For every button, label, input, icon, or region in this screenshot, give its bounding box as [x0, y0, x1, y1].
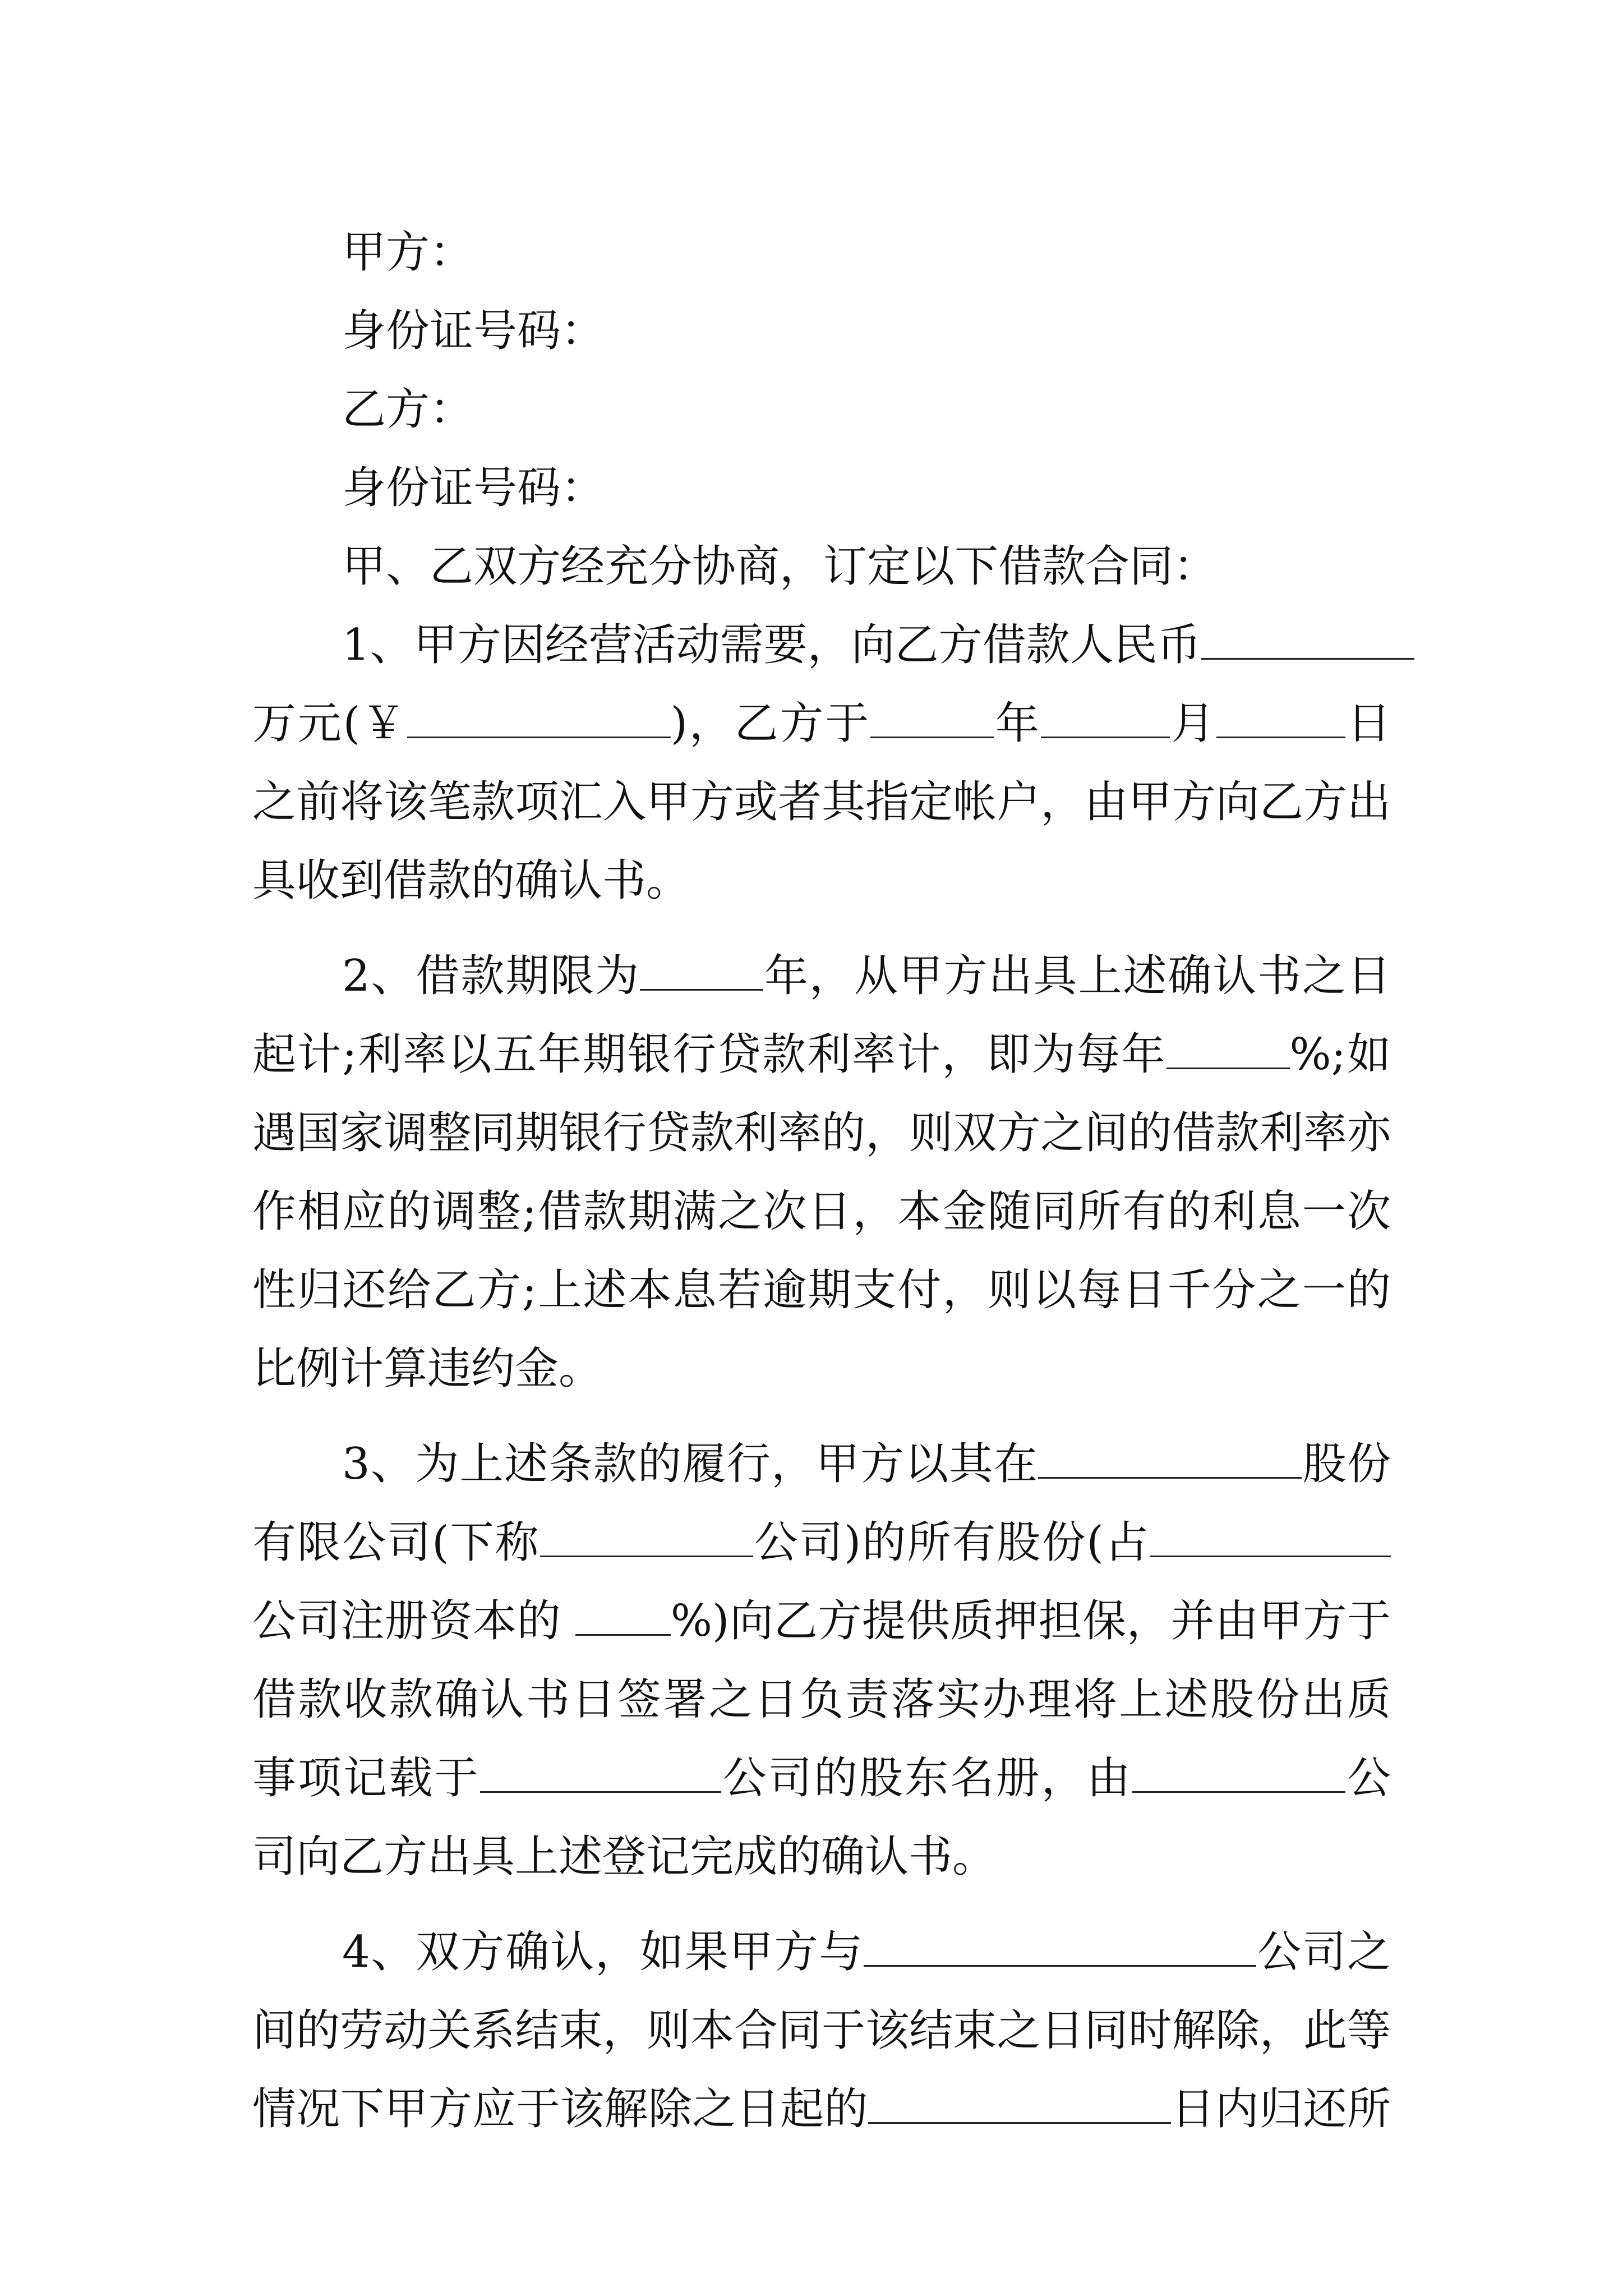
clause-2-line-6: 比例计算违约金。	[252, 1343, 603, 1394]
party-b-id-field: 身份证号码：	[342, 463, 605, 513]
contract-body	[252, 213, 1391, 2148]
clause-1-line-3: 之前将该笔款项汇入甲方或者其指定帐户，由甲方向乙方出	[252, 777, 1391, 827]
intro-text: 甲、乙双方经充分协商，订定以下借款合同：	[342, 541, 1218, 592]
clause-3-line-3: 公司注册资本的 %)向乙方提供质押担保，并由甲方于	[252, 1596, 1391, 1646]
company-name-blank	[1038, 1438, 1302, 1479]
clause-4	[252, 1913, 1391, 2148]
issuing-company-blank	[1132, 1752, 1345, 1793]
repayment-days-blank	[868, 2083, 1171, 2124]
clause-1-line-2: 万元(￥ )，乙方于 年 月 日	[252, 698, 1391, 749]
clause-1-line-1: 1、甲方因经营活动需要，向乙方借款人民币	[252, 606, 1391, 684]
clause-4-line-3: 情况下甲方应于该解除之日起的 日内归还所	[252, 2084, 1391, 2134]
register-company-blank	[480, 1752, 721, 1793]
clause-3-line-2: 有限公司(下称 公司)的所有股份(占	[252, 1503, 1391, 1582]
share-company-blank	[1150, 1516, 1391, 1557]
loan-term-blank	[640, 950, 763, 991]
party-a-field: 甲方：	[342, 227, 474, 278]
clause-2-line-5: 性归还给乙方;上述本息若逾期支付，则以每日千分之一的	[252, 1265, 1391, 1315]
party-b-field: 乙方：	[342, 384, 474, 435]
interest-rate-blank	[1166, 1028, 1290, 1069]
party-a-id-field: 身份证号码：	[342, 306, 605, 356]
share-percent-blank	[575, 1595, 671, 1636]
employer-company-blank	[864, 1926, 1256, 1967]
clause-1-line-4: 具收到借款的确认书。	[252, 855, 690, 906]
clause-1	[252, 606, 1391, 920]
clause-4-line-1: 4、双方确认，如果甲方与 公司之	[342, 1927, 1391, 1977]
clause-2-line-3: 遇国家调整同期银行贷款利率的，则双方之间的借款利率亦	[252, 1108, 1391, 1158]
company-short-name-blank	[540, 1516, 753, 1557]
amount-figure-blank	[407, 697, 671, 738]
clause-2-line-4: 作相应的调整;借款期满之次日，本金随同所有的利息一次	[252, 1186, 1391, 1237]
clause-3-line-5: 事项记载于 公司的股东名册，由 公	[252, 1753, 1391, 1803]
clause-2	[252, 937, 1391, 1408]
clause-3	[252, 1425, 1391, 1896]
clause-3-line-6: 司向乙方出具上述登记完成的确认书。	[252, 1832, 997, 1882]
clause-2-line-1: 2、借款期限为 年，从甲方出具上述确认书之日	[342, 951, 1391, 1001]
clause-2-line-2: 起计;利率以五年期银行贷款利率计，即为每年 %;如	[252, 1029, 1391, 1080]
amount-blank	[1201, 619, 1414, 660]
clause-3-line-4: 借款收款确认书日签署之日负责落实办理将上述股份出质	[252, 1674, 1391, 1725]
month-blank	[1041, 697, 1170, 738]
day-blank	[1216, 697, 1345, 738]
year-blank	[870, 697, 994, 738]
clause-4-line-2: 间的劳动关系结束，则本合同于该结束之日同时解除，此等	[252, 2005, 1391, 2056]
clause-3-line-1: 3、为上述条款的履行，甲方以其在 股份	[342, 1439, 1391, 1489]
